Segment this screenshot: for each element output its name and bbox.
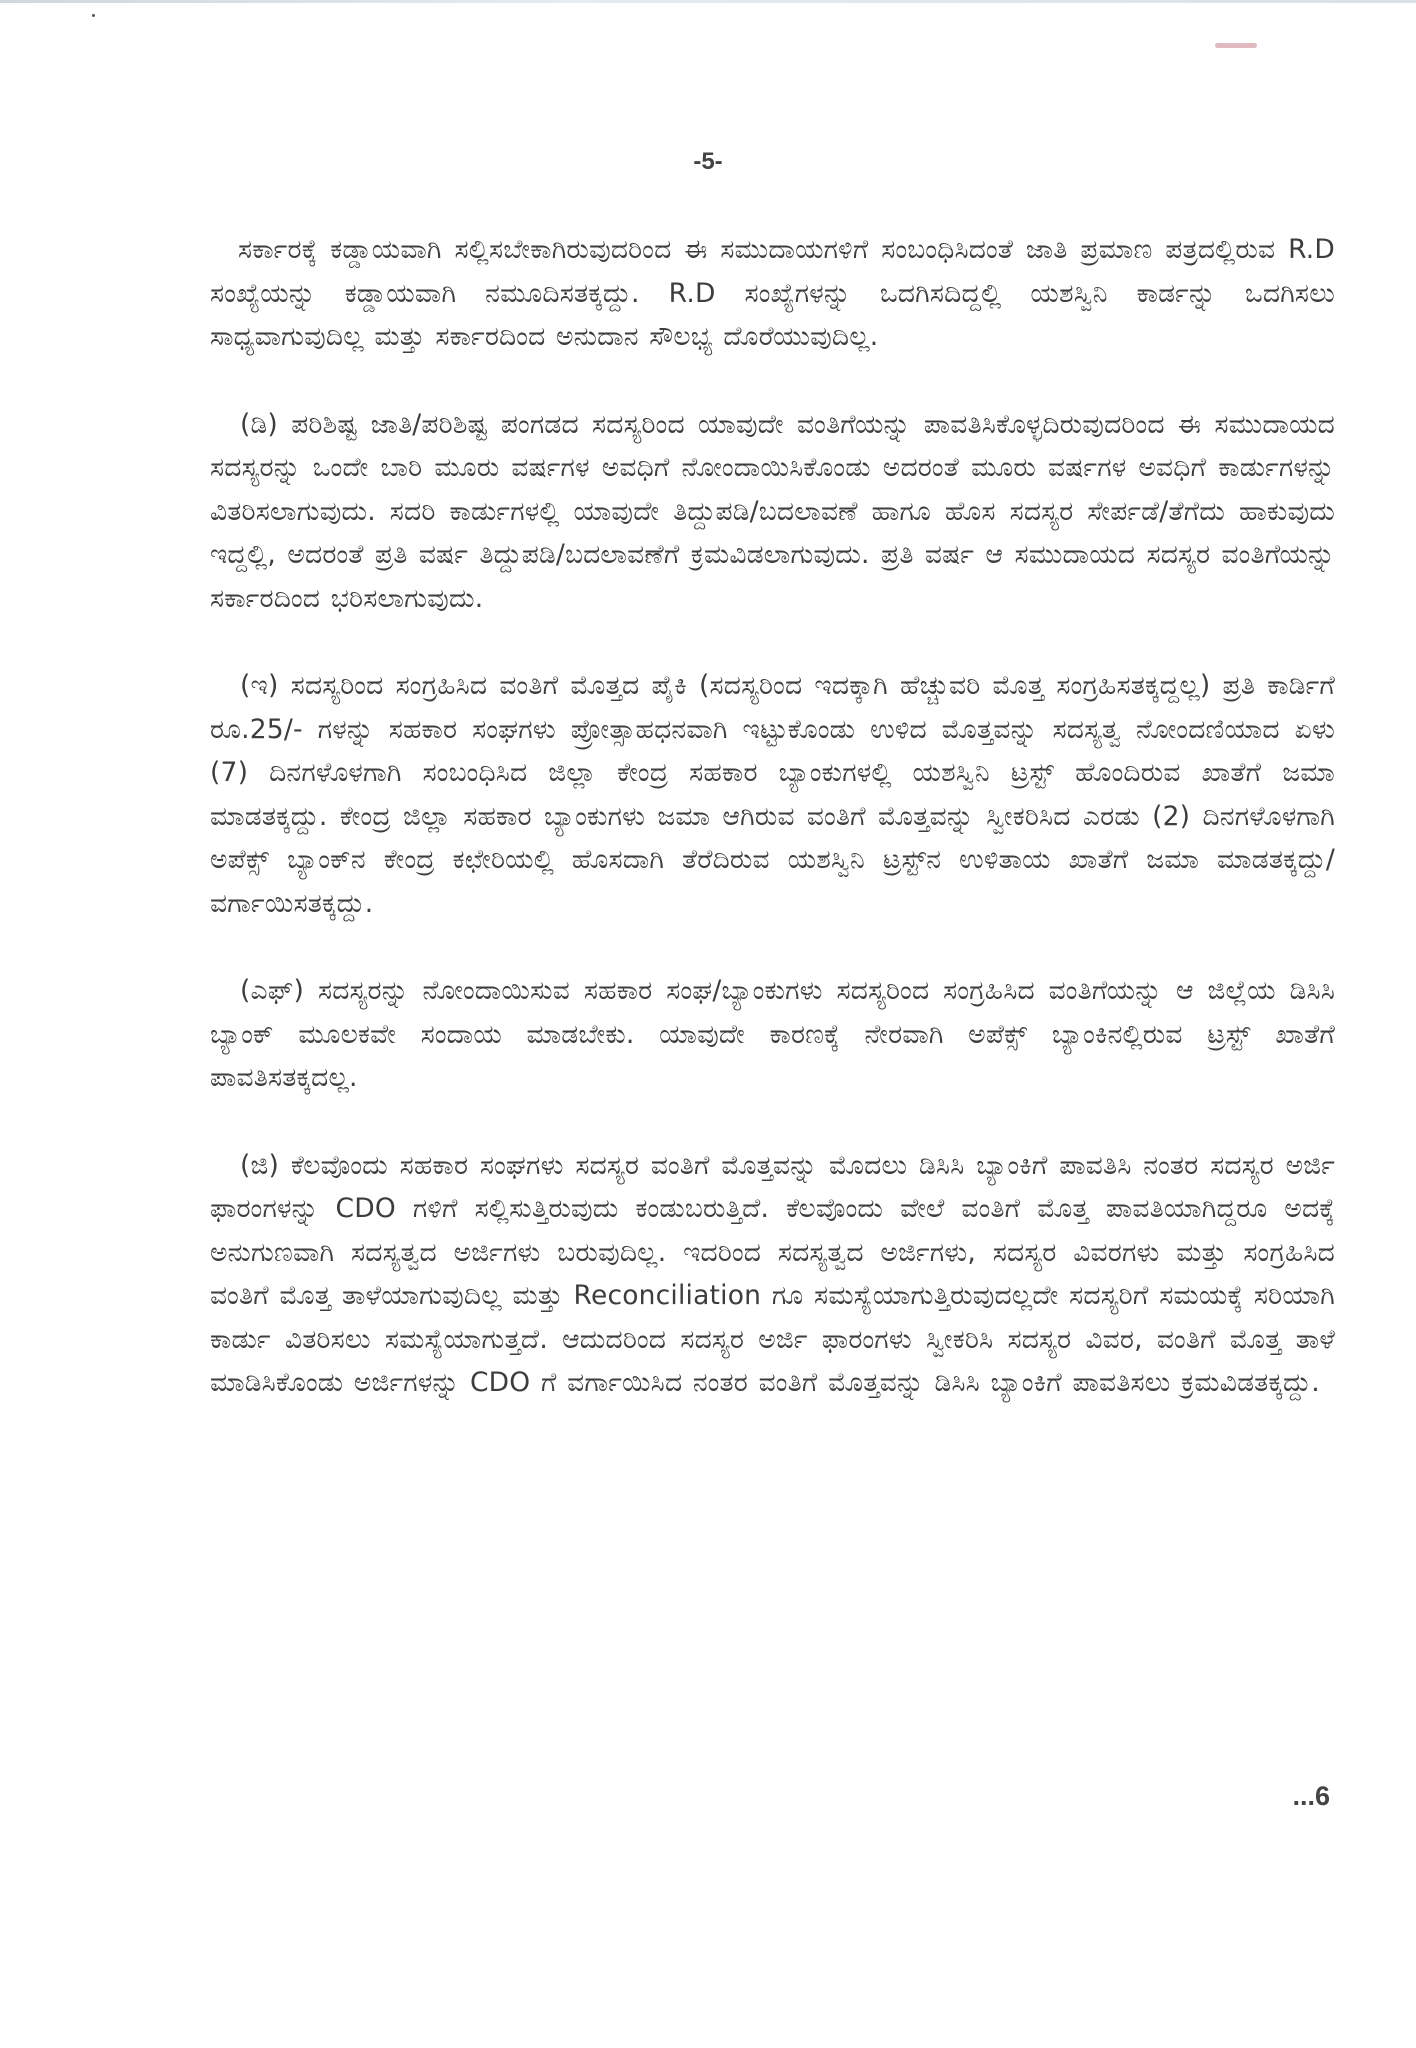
paragraph-label: (ಇ) bbox=[240, 670, 279, 701]
paragraph-text: ಪರಿಶಿಷ್ಟ ಜಾತಿ/ಪರಿಶಿಷ್ಟ ಪಂಗಡದ ಸದಸ್ಯರಿಂದ ಯಾವುದೇ ವಂತಿಗೆಯನ್ನು ಪಾವತಿಸಿಕೊಳ್ಳದಿರುವುದರಿಂದ ಈ ಸಮುದಾಯದ ಸದಸ್ಯರನ್ನು ಒಂದೇ ಬಾರಿ ಮೂರು ವರ್ಷಗಳ ಅವಧಿಗೆ ನೋಂದಾಯಿಸಿಕೊಂಡು ಅದರಂತೆ ಮೂರು ವರ್ಷಗಳ ಅವಧಿಗೆ ಕಾರ್ಡುಗಳನ್ನು ವಿತರಿಸಲಾಗುವುದು. ಸದರಿ ಕಾರ್ಡುಗಳಲ್ಲಿ ಯಾವುದೇ ತಿದ್ದುಪಡಿ/ಬದಲಾವಣೆ ಹಾಗೂ ಹೊಸ ಸದಸ್ಯರ ಸೇರ್ಪಡೆ/ತೆಗೆದು ಹಾಕುವುದು ಇದ್ದಲ್ಲಿ, ಅದರಂತೆ ಪ್ರತಿ ವರ್ಷ ತಿದ್ದುಪಡಿ/ಬದಲಾವಣೆಗೆ ಕ್ರಮವಿಡಲಾಗುವುದು. ಪ್ರತಿ ವರ್ಷ ಆ ಸಮುದಾಯದ ಸದಸ್ಯರ ವಂತಿಗೆಯನ್ನು ಸರ್ಕಾರದಿಂದ ಭರಿಸಲಾಗುವುದು. bbox=[210, 408, 1336, 614]
paragraph-text: ಸದಸ್ಯರನ್ನು ನೋಂದಾಯಿಸುವ ಸಹಕಾರ ಸಂಘ/ಬ್ಯಾಂಕುಗಳು ಸದಸ್ಯರಿಂದ ಸಂಗ್ರಹಿಸಿದ ವಂತಿಗೆಯನ್ನು ಆ ಜಿಲ್ಲೆಯ ಡಿಸಿಸಿ ಬ್ಯಾಂಕ್ ಮೂಲಕವೇ ಸಂದಾಯ ಮಾಡಬೇಕು. ಯಾವುದೇ ಕಾರಣಕ್ಕೆ ನೇರವಾಗಿ ಅಪೆಕ್ಸ್ ಬ್ಯಾಂಕಿನಲ್ಲಿರುವ ಟ್ರಸ್ಟ್ ಖಾತೆಗೆ ಪಾವತಿಸತಕ್ಕದಲ್ಲ. bbox=[210, 975, 1336, 1093]
paragraph-e bbox=[210, 664, 1335, 925]
paragraph-g bbox=[210, 1144, 1335, 1405]
paragraph-label: (ಡಿ) bbox=[240, 408, 278, 440]
page-number: -5- bbox=[693, 148, 723, 175]
paragraph-d bbox=[210, 403, 1335, 621]
paragraph-text: ಕೆಲವೊಂದು ಸಹಕಾರ ಸಂಘಗಳು ಸದಸ್ಯರ ವಂತಿಗೆ ಮೊತ್ತವನ್ನು ಮೊದಲು ಡಿಸಿಸಿ ಬ್ಯಾಂಕಿಗೆ ಪಾವತಿಸಿ ನಂತರ ಸದಸ್ಯರ ಅರ್ಜಿ ಫಾರಂಗಳನ್ನು CDO ಗಳಿಗೆ ಸಲ್ಲಿಸುತ್ತಿರುವುದು ಕಂಡುಬರುತ್ತಿದೆ. ಕೆಲವೊಂದು ವೇಲೆ ವಂತಿಗೆ ಮೊತ್ತ ಪಾವತಿಯಾಗಿದ್ದರೂ ಅದಕ್ಕೆ ಅನುಗುಣವಾಗಿ ಸದಸ್ಯತ್ವದ ಅರ್ಜಿಗಳು ಬರುವುದಿಲ್ಲ. ಇದರಿಂದ ಸದಸ್ಯತ್ವದ ಅರ್ಜಿಗಳು, ಸದಸ್ಯರ ವಿವರಗಳು ಮತ್ತು ಸಂಗ್ರಹಿಸಿದ ವಂತಿಗೆ ಮೊತ್ತ ತಾಳೆಯಾಗುವುದಿಲ್ಲ ಮತ್ತು Reconciliation ಗೂ ಸಮಸ್ಯೆಯಾಗುತ್ತಿರುವುದಲ್ಲದೇ ಸದಸ್ಯರಿಗೆ ಸಮಯಕ್ಕೆ ಸರಿಯಾಗಿ ಕಾರ್ಡು ವಿತರಿಸಲು ಸಮಸ್ಯೆಯಾಗುತ್ತದೆ. ಆದುದರಿಂದ ಸದಸ್ಯರ ಅರ್ಜಿ ಫಾರಂಗಳು ಸ್ವೀಕರಿಸಿ ಸದಸ್ಯರ ವಿವರ, ವಂತಿಗೆ ಮೊತ್ತ ತಾಳೆ ಮಾಡಿಸಿಕೊಂಡು ಅರ್ಜಿಗಳನ್ನು CDO ಗೆ ವರ್ಗಾಯಿಸಿದ ನಂತರ ವಂತಿಗೆ ಮೊತ್ತವನ್ನು ಡಿಸಿಸಿ ಬ್ಯಾಂಕಿಗೆ ಪಾವತಿಸಲು ಕ್ರಮವಿಡತಕ್ಕದ್ದು. bbox=[210, 1149, 1336, 1398]
scan-speck bbox=[92, 14, 95, 17]
ink-mark bbox=[1215, 43, 1257, 48]
paragraph-text: ಸದಸ್ಯರಿಂದ ಸಂಗ್ರಹಿಸಿದ ವಂತಿಗೆ ಮೊತ್ತದ ಪೈಕಿ (ಸದಸ್ಯರಿಂದ ಇದಕ್ಕಾಗಿ ಹೆಚ್ಚುವರಿ ಮೊತ್ತ ಸಂಗ್ರಹಿಸತಕ್ಕದ್ದಲ್ಲ) ಪ್ರತಿ ಕಾರ್ಡಿಗೆ ರೂ.25/- ಗಳನ್ನು ಸಹಕಾರ ಸಂಘಗಳು ಪ್ರೋತ್ಸಾಹಧನವಾಗಿ ಇಟ್ಟುಕೊಂಡು ಉಳಿದ ಮೊತ್ತವನ್ನು ಸದಸ್ಯತ್ವ ನೋಂದಣಿಯಾದ ಏಳು (7) ದಿನಗಳೊಳಗಾಗಿ ಸಂಬಂಧಿಸಿದ ಜಿಲ್ಲಾ ಕೇಂದ್ರ ಸಹಕಾರ ಬ್ಯಾಂಕುಗಳಲ್ಲಿ ಯಶಸ್ವಿನಿ ಟ್ರಸ್ಟ್ ಹೊಂದಿರುವ ಖಾತೆಗೆ ಜಮಾ ಮಾಡತಕ್ಕದ್ದು. ಕೇಂದ್ರ ಜಿಲ್ಲಾ ಸಹಕಾರ ಬ್ಯಾಂಕುಗಳು ಜಮಾ ಆಗಿರುವ ವಂತಿಗೆ ಮೊತ್ತವನ್ನು ಸ್ವೀಕರಿಸಿದ ಎರಡು (2) ದಿನಗಳೊಳಗಾಗಿ ಅಪೆಕ್ಸ್ ಬ್ಯಾಂಕ್‌ನ ಕೇಂದ್ರ ಕಛೇರಿಯಲ್ಲಿ ಹೊಸದಾಗಿ ತೆರೆದಿರುವ ಯಶಸ್ವಿನಿ ಟ್ರಸ್ಟ್‌ನ ಉಳಿತಾಯ ಖಾತೆಗೆ ಜಮಾ ಮಾಡತಕ್ಕದ್ದು/ವರ್ಗಾಯಿಸತಕ್ಕದ್ದು. bbox=[210, 670, 1335, 919]
paragraph-label: (ಜಿ) bbox=[240, 1149, 280, 1181]
continuation-marker: ...6 bbox=[1292, 1781, 1330, 1811]
paragraph-text: ಸರ್ಕಾರಕ್ಕೆ ಕಡ್ಡಾಯವಾಗಿ ಸಲ್ಲಿಸಬೇಕಾಗಿರುವುದರಿಂದ ಈ ಸಮುದಾಯಗಳಿಗೆ ಸಂಬಂಧಿಸಿದಂತೆ ಜಾತಿ ಪ್ರಮಾಣ ಪತ್ರದಲ್ಲಿರುವ R.D ಸಂಖ್ಯೆಯನ್ನು ಕಡ್ಡಾಯವಾಗಿ ನಮೂದಿಸತಕ್ಕದ್ದು. R.D ಸಂಖ್ಯೆಗಳನ್ನು ಒದಗಿಸದಿದ್ದಲ್ಲಿ ಯಶಸ್ವಿನಿ ಕಾರ್ಡನ್ನು ಒದಗಿಸಲು ಸಾಧ್ಯವಾಗುವುದಿಲ್ಲ ಮತ್ತು ಸರ್ಕಾರದಿಂದ ಅನುದಾನ ಸೌಲಭ್ಯ ದೊರೆಯುವುದಿಲ್ಲ. bbox=[210, 234, 1335, 352]
scan-edge bbox=[0, 0, 1416, 3]
paragraph-label: (ಎಫ್) bbox=[240, 975, 305, 1006]
paragraph-continuation bbox=[210, 228, 1335, 359]
paragraph-f bbox=[210, 969, 1335, 1100]
document-body bbox=[210, 228, 1335, 1449]
